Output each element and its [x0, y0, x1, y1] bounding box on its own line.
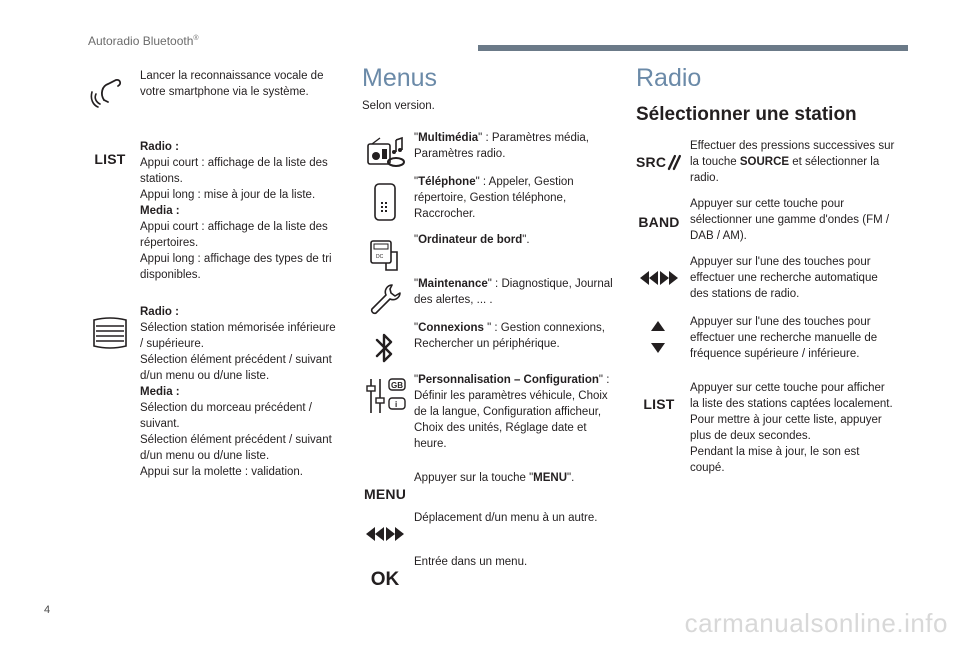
- menu-button-post: ".: [567, 472, 575, 484]
- menu-connections-name: Connexions: [418, 322, 488, 334]
- navigate-text: Déplacement d/un menu à un autre.: [414, 512, 598, 524]
- menu-button-icon: MENU: [363, 486, 407, 502]
- running-header: [88, 34, 199, 48]
- thumbwheel-description: [140, 304, 340, 480]
- voice-control-item: [74, 66, 344, 116]
- source-button-icon: [636, 152, 682, 172]
- svg-text:DC: DC: [376, 254, 384, 260]
- source-icon-label: SRC: [636, 154, 667, 170]
- menu-maintenance-text: [414, 276, 620, 308]
- station-list-item: [636, 380, 906, 490]
- menu-telephone-name: Téléphone: [418, 176, 476, 188]
- band-button-item: [636, 196, 906, 248]
- menu-multimedia-name: Multimédia: [418, 132, 479, 144]
- left-right-arrows-icon: [364, 526, 406, 542]
- watermark: carmanualsonline.info: [684, 608, 948, 638]
- menu-item-telephone: [362, 174, 622, 232]
- up-down-arrows-icon: [650, 320, 666, 354]
- band-text: Appuyer sur cette touche pour sélectionner une gamme d'ondes (FM / DAB / AM).: [690, 198, 890, 242]
- menu-telephone-desc: : Appeler, Gestion répertoire, Gestion téléphone, Raccrocher.: [414, 176, 574, 220]
- source-pre: Effectuer des pressions successives sur la touche: [690, 140, 895, 168]
- menu-personalisation-text: [414, 372, 620, 452]
- menu-telephone-q1: ": [414, 176, 419, 188]
- menu-maintenance-name: Maintenance: [418, 278, 488, 290]
- wheel-radio-line2: Sélection élément précédent / suivant d/un menu ou d/une liste.: [140, 354, 332, 382]
- thumbwheel-icon: [90, 316, 130, 350]
- list-button-item: [74, 139, 344, 279]
- seek-text: Appuyer sur l'une des touches pour effectuer une recherche automatique des stations de radio.: [690, 256, 878, 300]
- seek-arrows-icon: [638, 270, 680, 286]
- menu-trip-text: [414, 232, 620, 248]
- wheel-media-heading: Media :: [140, 386, 180, 398]
- menu-item-multimedia: [362, 130, 622, 176]
- menu-connections-q1: ": [414, 322, 419, 334]
- list-description: [140, 139, 336, 283]
- menu-personalisation-desc: : Définir les paramètres véhicule, Choix de la langue, Configuration afficheur, Choix des unités, Réglage date et heure.: [414, 374, 610, 450]
- station-list-text: [690, 380, 896, 476]
- menu-connections-text: [414, 320, 620, 352]
- list-media-heading: Media :: [140, 205, 180, 217]
- manual-text: Appuyer sur l'une des touches pour effectuer une recherche manuelle de fréquence supérieure / inférieure.: [690, 316, 878, 360]
- menu-trip-q1: ": [414, 234, 419, 246]
- radio-title: Radio: [636, 64, 702, 92]
- header-rule: [478, 45, 908, 51]
- wheel-radio-line1: Sélection station mémorisée inférieure / supérieure.: [140, 322, 336, 350]
- menu-button-pre: Appuyer sur la touche ": [414, 472, 534, 484]
- menu-item-connections: [362, 320, 622, 372]
- voice-text: Lancer la reconnaissance vocale de votre smartphone via le système.: [140, 70, 324, 98]
- band-button-icon: BAND: [638, 214, 680, 230]
- trip-computer-icon: [368, 238, 402, 274]
- svg-text:i: i: [395, 400, 398, 409]
- menu-trip-desc: .: [526, 234, 530, 246]
- menu-multimedia-text: [414, 130, 620, 162]
- source-post: et sélectionner la radio.: [690, 156, 880, 184]
- menu-maintenance-desc: : Diagnostique, Journal des alertes, ... .: [414, 278, 613, 306]
- multimedia-icon: [366, 136, 406, 168]
- menu-maintenance-q1: ": [414, 278, 419, 290]
- menu-maintenance-q2: ": [487, 278, 492, 290]
- registered-mark: ®: [193, 35, 199, 42]
- menu-item-trip-computer: [362, 232, 622, 272]
- bluetooth-icon: [372, 330, 398, 366]
- list-radio-short: Appui court : affichage de la liste des stations.: [140, 157, 328, 185]
- ok-text: Entrée dans un menu.: [414, 556, 528, 568]
- menu-trip-name: Ordinateur de bord: [418, 234, 523, 246]
- svg-text:GB: GB: [391, 381, 403, 390]
- wrench-icon: [368, 282, 402, 316]
- menu-item-maintenance: [362, 276, 622, 322]
- manual-tuning-item: [636, 314, 906, 366]
- menu-telephone-q2: ": [475, 176, 480, 188]
- source-slash-icon: [666, 153, 682, 171]
- select-station-subtitle: Sélectionner une station: [636, 104, 857, 125]
- page-number: 4: [44, 604, 51, 616]
- source-text: [690, 138, 900, 186]
- wheel-media-line3: Appui sur la molette : validation.: [140, 466, 304, 478]
- menu-telephone-text: [414, 174, 620, 222]
- menu-trip-q2: ": [522, 234, 527, 246]
- menu-multimedia-q1: ": [414, 132, 419, 144]
- list-radio-long: Appui long : mise à jour de la liste.: [140, 189, 316, 201]
- source-key: SOURCE: [739, 156, 790, 168]
- thumbwheel-item: [74, 304, 344, 484]
- navigate-menus-item: [362, 510, 622, 550]
- seek-buttons-item: [636, 254, 906, 306]
- list-button-icon: LIST: [94, 151, 126, 167]
- wheel-media-line2: Sélection élément précédent / suivant d/un menu ou d/une liste.: [140, 434, 332, 462]
- menu-personalisation-name: Personnalisation – Configuration: [418, 374, 599, 386]
- menu-connections-desc: : Gestion connexions, Rechercher un périphérique.: [414, 322, 605, 350]
- menu-button-key: MENU: [533, 472, 568, 484]
- list-media-long: Appui long : affichage des types de tri disponibles.: [140, 253, 332, 281]
- settings-sliders-icon: [364, 376, 408, 416]
- menu-personalisation-q2: ": [598, 374, 604, 386]
- list-media-short: Appui court : affichage de la liste des répertoires.: [140, 221, 328, 249]
- menu-multimedia-desc: : Paramètres média, Paramètres radio.: [414, 132, 589, 160]
- station-list-line3: Pendant la mise à jour, le son est coupé.: [690, 446, 860, 474]
- ok-button-item: [362, 554, 622, 594]
- header-title: Autoradio Bluetooth: [88, 34, 194, 48]
- wheel-radio-heading: Radio :: [140, 306, 179, 318]
- list-button-icon-radio: LIST: [643, 396, 675, 412]
- voice-command-icon: [90, 72, 126, 108]
- menu-connections-q2: ": [487, 322, 492, 334]
- menu-personalisation-q1: ": [414, 374, 419, 386]
- station-list-line1: Appuyer sur cette touche pour afficher la liste des stations captées localement.: [690, 382, 893, 410]
- ok-button-icon: OK: [370, 569, 400, 590]
- wheel-media-line1: Sélection du morceau précédent / suivant.: [140, 402, 312, 430]
- menu-multimedia-q2: ": [478, 132, 483, 144]
- station-list-line2: Pour mettre à jour cette liste, appuyer plus de deux secondes.: [690, 414, 882, 442]
- menus-title: Menus: [362, 64, 438, 92]
- source-button-item: [636, 138, 906, 190]
- list-radio-heading: Radio :: [140, 141, 179, 153]
- menus-lead: Selon version.: [362, 100, 435, 112]
- menu-button-item: [362, 470, 622, 506]
- menu-item-personalisation: [362, 372, 622, 464]
- phone-icon: [370, 182, 400, 222]
- menu-button-text: [414, 470, 620, 486]
